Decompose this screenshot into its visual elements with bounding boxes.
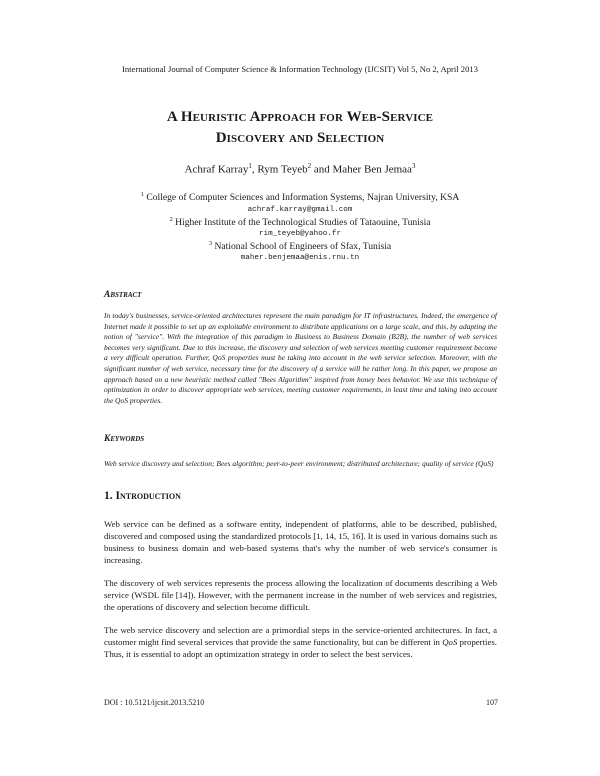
affiliation-email[interactable]: achraf.karray@gmail.com: [247, 206, 353, 214]
journal-header: International Journal of Computer Science & Information Technology (IJCSIT) Vol 5, No 2, April 2013: [122, 64, 478, 74]
abstract-heading: Abstract: [104, 290, 142, 300]
title-line-2: Discovery and Selection: [215, 130, 385, 146]
affiliation-2: [0, 216, 600, 228]
author-separator: ,: [251, 163, 258, 176]
paragraph-text: properties. Thus, it is essential to adopt an optimization strategy in order to select the best services.: [104, 637, 497, 660]
paragraph-text: The web service discovery and selection are a primordial steps in the service-oriented architectures. In fact, a customer might find several services that provide the same functionality, but can be different in: [104, 625, 497, 648]
affiliation-text: College of Computer Sciences and Information Systems, Najran University, KSA: [146, 192, 460, 204]
doi-footer: DOI : 10.5121/ijcsit.2013.5210: [104, 698, 205, 707]
affiliation-sup: 3: [208, 240, 213, 247]
qos-term: QoS: [442, 637, 458, 648]
paper-title: [0, 107, 600, 149]
page-number: 107: [486, 698, 498, 707]
author-name: Maher Ben Jemaa: [332, 163, 412, 176]
abstract-body: In today's businesses, service-oriented architectures represent the main paradigm for IT infrastructures. Indeed, the emergence of Internet made it possible to set up an exploitable environment to distribute applications on a large scale, and this, by adapting the notion of "service". With the integration of this paradigm in Business to Business Domain (B2B), the number of web services becomes very significant. Due to this increase, the discovery and selection of web services meeting customer requirement become a very difficult operation. Further, QoS properties must be taking into account in the web service selection. Moreover, with the significant number of web service, necessary time for the discovery of a service will be rather long. In this paper, we propose an approach based on a new heuristic method called "Bees Algorithm" inspired from honey bees behavior. We use this technique of optimization in order to discover appropriate web services, meeting customer requirements, in least time and taking into account the QoS properties.: [104, 311, 497, 405]
keywords-body: Web service discovery and selection; Bees algorithm; peer-to-peer environment; distributed architecture; quality of service (QoS): [104, 459, 494, 468]
affiliation-email[interactable]: maher.benjemaa@enis.rnu.tn: [240, 254, 360, 262]
affiliation-text: National School of Engineers of Sfax, Tunisia: [214, 241, 392, 253]
introduction-heading: 1. Introduction: [104, 490, 181, 502]
author-separator: and: [311, 163, 333, 176]
intro-paragraph-3: [104, 624, 497, 660]
affiliation-sup: 1: [140, 191, 144, 198]
author-name: Achraf Karray: [184, 163, 249, 176]
author-sup: 3: [411, 162, 416, 170]
affiliation-1: [0, 191, 600, 203]
intro-paragraph-1: Web service can be defined as a software entity, independent of platforms, able to be described, published, discovered and composed using the standardized protocols [1, 14, 15, 16]. It is used in various domains such as business to business domain and web-based systems that's why the number of web service's consumer is increasing.: [104, 519, 497, 566]
keywords-heading: Keywords: [104, 434, 145, 444]
author-name: Rym Teyeb: [257, 163, 308, 176]
affiliation-text: Higher Institute of the Technological Studies of Tataouine, Tunisia: [175, 217, 431, 229]
affiliation-sup: 2: [169, 216, 173, 223]
author-list: [0, 162, 600, 176]
affiliation-3: [0, 240, 600, 252]
author-sup: 1: [248, 162, 252, 170]
intro-paragraph-2: The discovery of web services represents the process allowing the localization of documents describing a Web service (WSDL file [14]). However, with the permanent increase in the number of web services and registries, the operations of discovery and selection become difficult.: [104, 578, 497, 613]
affiliation-email[interactable]: rim_teyeb@yahoo.fr: [258, 230, 342, 238]
author-sup: 2: [307, 162, 312, 170]
title-line-1: A Heuristic Approach for Web-Service: [166, 109, 434, 125]
